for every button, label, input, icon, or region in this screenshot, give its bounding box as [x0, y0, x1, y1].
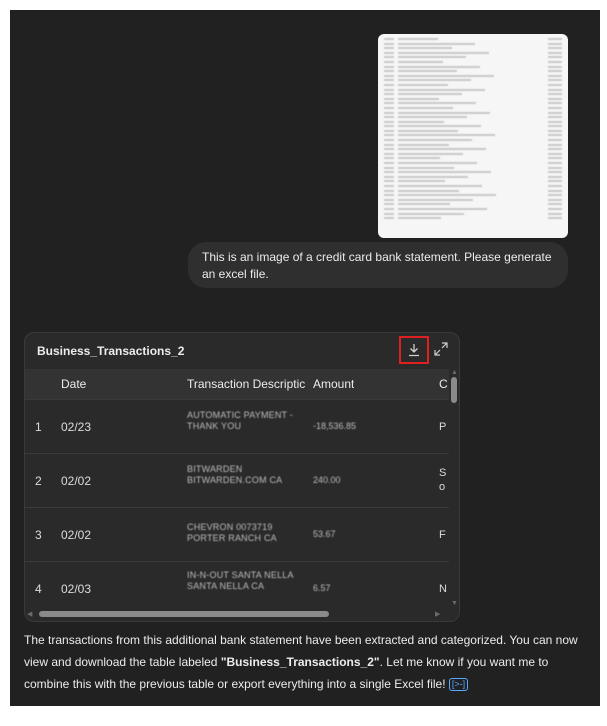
- thumbnail-text-line: [384, 84, 562, 87]
- table-row[interactable]: [25, 399, 449, 454]
- row-category: S o: [439, 467, 447, 493]
- thumbnail-text-line: [384, 66, 562, 69]
- thumbnail-text-line: [384, 199, 562, 202]
- assistant-message: [24, 629, 590, 695]
- table-title: Business_Transactions_2: [37, 344, 185, 358]
- table-panel: [24, 332, 460, 622]
- thumbnail-text-line: [384, 121, 562, 124]
- column-header-description[interactable]: Transaction Descriptic: [187, 377, 305, 391]
- thumbnail-text-line: [384, 70, 562, 73]
- row-date: 02/03: [61, 582, 92, 596]
- scroll-down-arrow-icon[interactable]: ▼: [451, 600, 458, 607]
- row-description: CHEVRON 0073719 PORTER RANCH CA: [187, 522, 277, 543]
- scroll-right-arrow-icon[interactable]: ▶: [435, 611, 441, 618]
- thumbnail-text-line: [384, 213, 562, 216]
- citation-icon[interactable]: [>-]: [449, 678, 468, 691]
- thumbnail-text-line: [384, 52, 562, 55]
- thumbnail-text-line: [384, 112, 562, 115]
- column-header-category[interactable]: C: [439, 377, 448, 391]
- thumbnail-text-line: [384, 203, 562, 206]
- thumbnail-text-line: [384, 89, 562, 92]
- user-message-text: This is an image of a credit card bank statement. Please generate an excel file.: [202, 250, 552, 281]
- row-date: 02/23: [61, 420, 92, 434]
- row-category: P: [439, 421, 447, 433]
- download-icon: [407, 343, 421, 357]
- thumbnail-text-line: [384, 162, 562, 165]
- row-index: 2: [35, 474, 42, 488]
- download-button[interactable]: [399, 336, 429, 364]
- thumbnail-text-line: [384, 190, 562, 193]
- thumbnail-text-line: [384, 98, 562, 101]
- vertical-scrollbar[interactable]: [449, 369, 459, 607]
- row-index: 1: [35, 420, 42, 434]
- row-amount: -18,536.85: [313, 421, 357, 431]
- row-index: 4: [35, 582, 42, 596]
- vertical-scroll-thumb[interactable]: [451, 377, 457, 403]
- assistant-text-part2: . Let me know if you want me to combine this with the previous table or export everything into a single Excel file!: [24, 655, 549, 691]
- thumbnail-text-line: [384, 75, 562, 78]
- row-index: 3: [35, 528, 42, 542]
- thumbnail-text-line: [384, 217, 562, 220]
- thumbnail-text-line: [384, 125, 562, 128]
- uploaded-statement-image[interactable]: [378, 34, 568, 238]
- row-amount: 53.67: [313, 529, 336, 539]
- row-amount: 240.00: [313, 475, 341, 485]
- thumbnail-text-line: [384, 208, 562, 211]
- column-header-amount[interactable]: Amount: [313, 377, 355, 391]
- chat-window: [10, 10, 600, 706]
- thumbnail-text-line: [384, 139, 562, 142]
- thumbnail-text-line: [384, 43, 562, 46]
- scroll-left-arrow-icon[interactable]: ◀: [27, 611, 33, 618]
- thumbnail-text-line: [384, 130, 562, 133]
- row-category: N: [439, 583, 447, 595]
- horizontal-scroll-thumb[interactable]: [39, 611, 329, 617]
- column-header-date[interactable]: Date: [61, 377, 87, 391]
- row-description: IN-N-OUT SANTA NELLA SANTA NELLA CA: [187, 570, 294, 591]
- thumbnail-text-line: [384, 185, 562, 188]
- thumbnail-text-line: [384, 56, 562, 59]
- row-amount: 6.57: [313, 583, 331, 593]
- thumbnail-text-line: [384, 153, 562, 156]
- thumbnail-text-line: [384, 102, 562, 105]
- row-description: AUTOMATIC PAYMENT - THANK YOU: [187, 410, 293, 431]
- thumbnail-text-line: [384, 176, 562, 179]
- table-panel-header: [25, 333, 459, 369]
- table-header-row: [25, 369, 449, 399]
- thumbnail-text-line: [384, 144, 562, 147]
- thumbnail-text-line: [384, 157, 562, 160]
- expand-icon: [433, 341, 449, 357]
- thumbnail-text-line: [384, 47, 562, 50]
- table-row[interactable]: [25, 561, 449, 607]
- assistant-text-part1: The transactions from this additional bank statement have been extracted and categorized. You can now view and download the table labeled: [24, 633, 578, 669]
- data-table: [25, 369, 449, 607]
- thumbnail-text-line: [384, 194, 562, 197]
- thumbnail-text-line: [384, 107, 562, 110]
- thumbnail-text-line: [384, 180, 562, 183]
- thumbnail-text-line: [384, 79, 562, 82]
- thumbnail-text-line: [384, 116, 562, 119]
- thumbnail-text-line: [384, 167, 562, 170]
- row-category: F: [439, 529, 446, 541]
- user-message-bubble: [188, 242, 568, 288]
- thumbnail-text-line: [384, 148, 562, 151]
- expand-button[interactable]: [433, 341, 449, 357]
- thumbnail-text-line: [384, 171, 562, 174]
- assistant-table-name: "Business_Transactions_2": [220, 655, 380, 669]
- thumbnail-text-line: [384, 61, 562, 64]
- thumbnail-text-line: [384, 38, 562, 41]
- table-row[interactable]: [25, 453, 449, 508]
- row-date: 02/02: [61, 474, 92, 488]
- row-date: 02/02: [61, 528, 92, 542]
- horizontal-scrollbar[interactable]: [25, 609, 449, 619]
- thumbnail-text-line: [384, 93, 562, 96]
- scroll-up-arrow-icon[interactable]: ▲: [451, 369, 458, 376]
- table-row[interactable]: [25, 507, 449, 562]
- thumbnail-text-line: [384, 134, 562, 137]
- row-description: BITWARDEN BITWARDEN.COM CA: [187, 464, 283, 485]
